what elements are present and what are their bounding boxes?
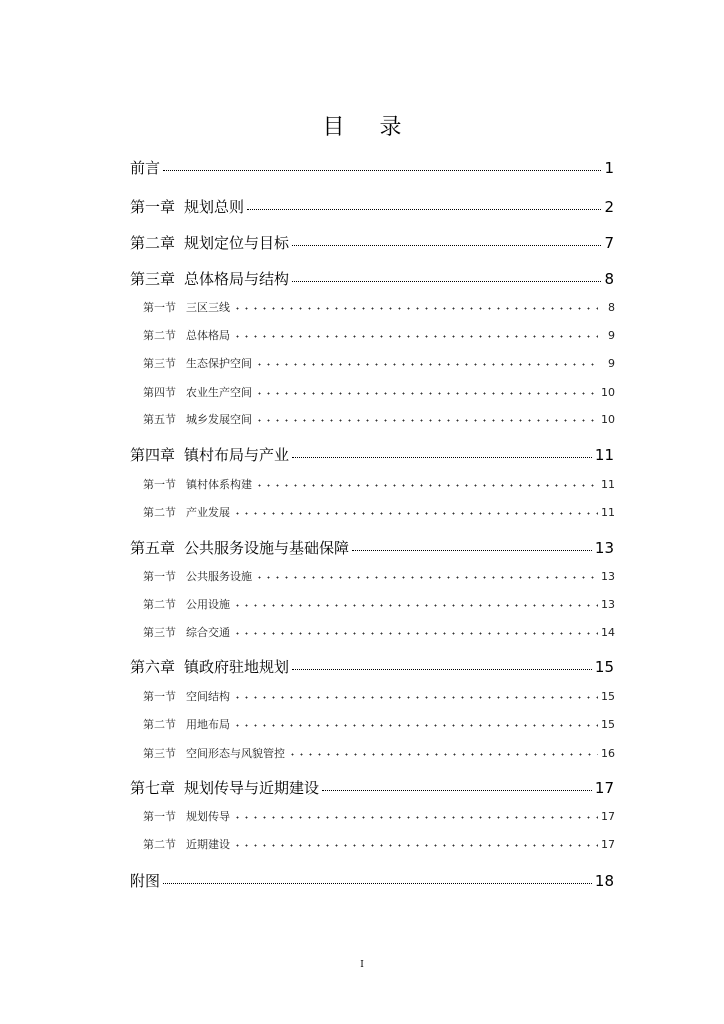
- toc-entry-title: 规划总则: [184, 198, 245, 216]
- toc-entry-label: [143, 384, 252, 400]
- toc-entry-label: [143, 568, 252, 584]
- toc-section-entry[interactable]: [143, 836, 615, 852]
- toc-entry-label: [143, 411, 252, 427]
- toc-chapter-entry[interactable]: [130, 444, 614, 464]
- toc-entry-title: 综合交通: [186, 626, 230, 639]
- toc-entry-page: 17: [594, 779, 614, 797]
- toc-entry-number: 第一节: [143, 478, 176, 491]
- toc-entry-number: 第六章: [130, 658, 176, 676]
- toc-entry-page: 11: [601, 478, 615, 491]
- toc-entry-title: 公共服务设施: [186, 570, 252, 583]
- toc-entry-title: 公共服务设施与基础保障: [184, 539, 350, 557]
- toc-entry-label: [143, 808, 230, 824]
- toc-section-entry[interactable]: [143, 745, 615, 761]
- toc-section-entry[interactable]: [143, 596, 615, 612]
- toc-section-entry[interactable]: [143, 716, 615, 732]
- toc-entry-page: 18: [594, 872, 614, 890]
- toc-entry-page: 8: [608, 301, 615, 314]
- toc-entry-title: 附图: [130, 872, 161, 890]
- toc-entry-number: 第二节: [143, 838, 176, 851]
- toc-entry-label: [143, 476, 252, 492]
- toc-dot-leader: [255, 392, 598, 395]
- toc-entry-number: 第二节: [143, 506, 176, 519]
- toc-entry-page: 7: [604, 234, 614, 252]
- toc-entry-label: [130, 444, 289, 465]
- toc-entry-number: 第一章: [130, 198, 176, 216]
- toc-section-entry[interactable]: [143, 808, 615, 824]
- toc-dot-leader: [233, 696, 598, 699]
- toc-entry-label: [130, 268, 289, 289]
- toc-entry-page: 15: [601, 690, 615, 703]
- toc-entry-page: 10: [601, 413, 615, 426]
- toc-section-entry[interactable]: [143, 476, 615, 492]
- toc-entry-page: 10: [601, 386, 615, 399]
- toc-entry-title: 公用设施: [186, 598, 230, 611]
- toc-section-entry[interactable]: [143, 568, 615, 584]
- toc-entry-title: 生态保护空间: [186, 357, 252, 370]
- toc-section-entry[interactable]: [143, 688, 615, 704]
- toc-entry-title: 城乡发展空间: [186, 413, 252, 426]
- toc-entry-number: 第二节: [143, 329, 176, 342]
- toc-entry-label: [143, 716, 230, 732]
- toc-entry-page: 13: [594, 539, 614, 557]
- toc-entry-title: 近期建设: [186, 838, 230, 851]
- toc-dot-leader: [233, 844, 598, 847]
- toc-entry-title: 农业生产空间: [186, 386, 252, 399]
- toc-chapter-entry[interactable]: [130, 157, 614, 177]
- toc-entry-page: 16: [601, 747, 615, 760]
- toc-entry-label: [130, 157, 160, 178]
- toc-entry-label: [130, 870, 160, 891]
- footer-page-number: I: [360, 960, 364, 970]
- toc-dot-leader: [233, 816, 598, 819]
- toc-entry-page: 13: [601, 598, 615, 611]
- toc-entry-title: 总体格局: [186, 329, 230, 342]
- toc-entry-number: 第二节: [143, 598, 176, 611]
- toc-chapter-entry[interactable]: [130, 268, 614, 288]
- toc-section-entry[interactable]: [143, 504, 615, 520]
- toc-entry-page: 2: [604, 198, 614, 216]
- toc-dot-leader: [233, 512, 598, 515]
- toc-dot-leader: [292, 280, 601, 282]
- toc-chapter-entry[interactable]: [130, 537, 614, 557]
- toc-entry-title: 镇村布局与产业: [184, 446, 290, 464]
- toc-dot-leader: [255, 419, 598, 422]
- toc-entry-number: 第一节: [143, 570, 176, 583]
- toc-entry-label: [143, 688, 230, 704]
- toc-entry-title: 规划定位与目标: [184, 234, 290, 252]
- toc-entry-page: 14: [601, 626, 615, 639]
- toc-entry-title: 规划传导与近期建设: [184, 779, 320, 797]
- toc-entry-page: 9: [608, 329, 615, 342]
- toc-entry-page: 17: [601, 810, 615, 823]
- toc-entry-page: 13: [601, 570, 615, 583]
- toc-entry-number: 第二章: [130, 234, 176, 252]
- toc-entry-label: [143, 299, 230, 315]
- toc-entry-label: [130, 232, 289, 253]
- toc-dot-leader: [247, 208, 601, 210]
- toc-entry-title: 空间形态与风貌管控: [186, 747, 285, 760]
- toc-entry-label: [130, 656, 289, 677]
- toc-dot-leader: [322, 789, 592, 791]
- toc-entry-label: [143, 624, 230, 640]
- toc-dot-leader: [255, 576, 598, 579]
- toc-entry-label: [130, 196, 244, 217]
- toc-entry-label: [130, 777, 319, 798]
- toc-entry-number: 第一节: [143, 690, 176, 703]
- toc-entry-number: 第四节: [143, 386, 176, 399]
- toc-dot-leader: [233, 307, 598, 310]
- toc-entry-title: 规划传导: [186, 810, 230, 823]
- toc-entry-page: 17: [601, 838, 615, 851]
- toc-entry-page: 1: [604, 159, 614, 177]
- toc-entry-page: 15: [594, 658, 614, 676]
- toc-entry-title: 镇村体系构建: [186, 478, 252, 491]
- toc-entry-page: 9: [608, 357, 615, 370]
- toc-section-entry[interactable]: [143, 327, 615, 343]
- toc-entry-number: 第三节: [143, 357, 176, 370]
- toc-entry-label: [143, 327, 230, 343]
- toc-dot-leader: [255, 484, 598, 487]
- toc-entry-label: [143, 596, 230, 612]
- toc-entry-number: 第一节: [143, 810, 176, 823]
- toc-section-entry[interactable]: [143, 355, 615, 371]
- toc-entry-number: 第三节: [143, 626, 176, 639]
- toc-chapter-entry[interactable]: [130, 656, 614, 676]
- toc-section-entry[interactable]: [143, 411, 615, 427]
- toc-dot-leader: [233, 632, 598, 635]
- toc-dot-leader: [255, 363, 598, 366]
- toc-entry-number: 第四章: [130, 446, 176, 464]
- toc-dot-leader: [233, 724, 598, 727]
- toc-dot-leader: [288, 753, 598, 756]
- toc-entry-number: 第三节: [143, 747, 176, 760]
- toc-chapter-entry[interactable]: [130, 196, 614, 216]
- toc-dot-leader: [233, 604, 598, 607]
- toc-dot-leader: [163, 882, 592, 884]
- toc-entry-label: [143, 745, 285, 761]
- toc-chapter-entry[interactable]: [130, 870, 614, 890]
- toc-entry-title: 前言: [130, 159, 161, 177]
- toc-entry-page: 11: [594, 446, 614, 464]
- toc-entry-label: [143, 836, 230, 852]
- toc-entry-number: 第五节: [143, 413, 176, 426]
- toc-entry-title: 空间结构: [186, 690, 230, 703]
- page-title: 目 录: [322, 115, 416, 140]
- toc-entry-number: 第一节: [143, 301, 176, 314]
- toc-dot-leader: [292, 668, 592, 670]
- toc-entry-title: 总体格局与结构: [184, 270, 290, 288]
- toc-entry-title: 三区三线: [186, 301, 230, 314]
- toc-entry-number: 第三章: [130, 270, 176, 288]
- toc-entry-page: 11: [601, 506, 615, 519]
- toc-dot-leader: [233, 335, 598, 338]
- toc-entry-number: 第七章: [130, 779, 176, 797]
- toc-section-entry[interactable]: [143, 299, 615, 315]
- toc-entry-number: 第五章: [130, 539, 176, 557]
- toc-dot-leader: [163, 169, 601, 171]
- toc-entry-title: 镇政府驻地规划: [184, 658, 290, 676]
- toc-section-entry[interactable]: [143, 384, 615, 400]
- toc-dot-leader: [292, 456, 592, 458]
- toc-entry-label: [143, 504, 230, 520]
- toc-entry-page: 8: [604, 270, 614, 288]
- toc-entry-page: 15: [601, 718, 615, 731]
- toc-entry-number: 第二节: [143, 718, 176, 731]
- toc-section-entry[interactable]: [143, 624, 615, 640]
- toc-entry-label: [130, 537, 349, 558]
- toc-chapter-entry[interactable]: [130, 777, 614, 797]
- toc-chapter-entry[interactable]: [130, 232, 614, 252]
- toc-dot-leader: [352, 549, 592, 551]
- toc-dot-leader: [292, 244, 601, 246]
- toc-entry-title: 产业发展: [186, 506, 230, 519]
- toc-entry-title: 用地布局: [186, 718, 230, 731]
- toc-entry-label: [143, 355, 252, 371]
